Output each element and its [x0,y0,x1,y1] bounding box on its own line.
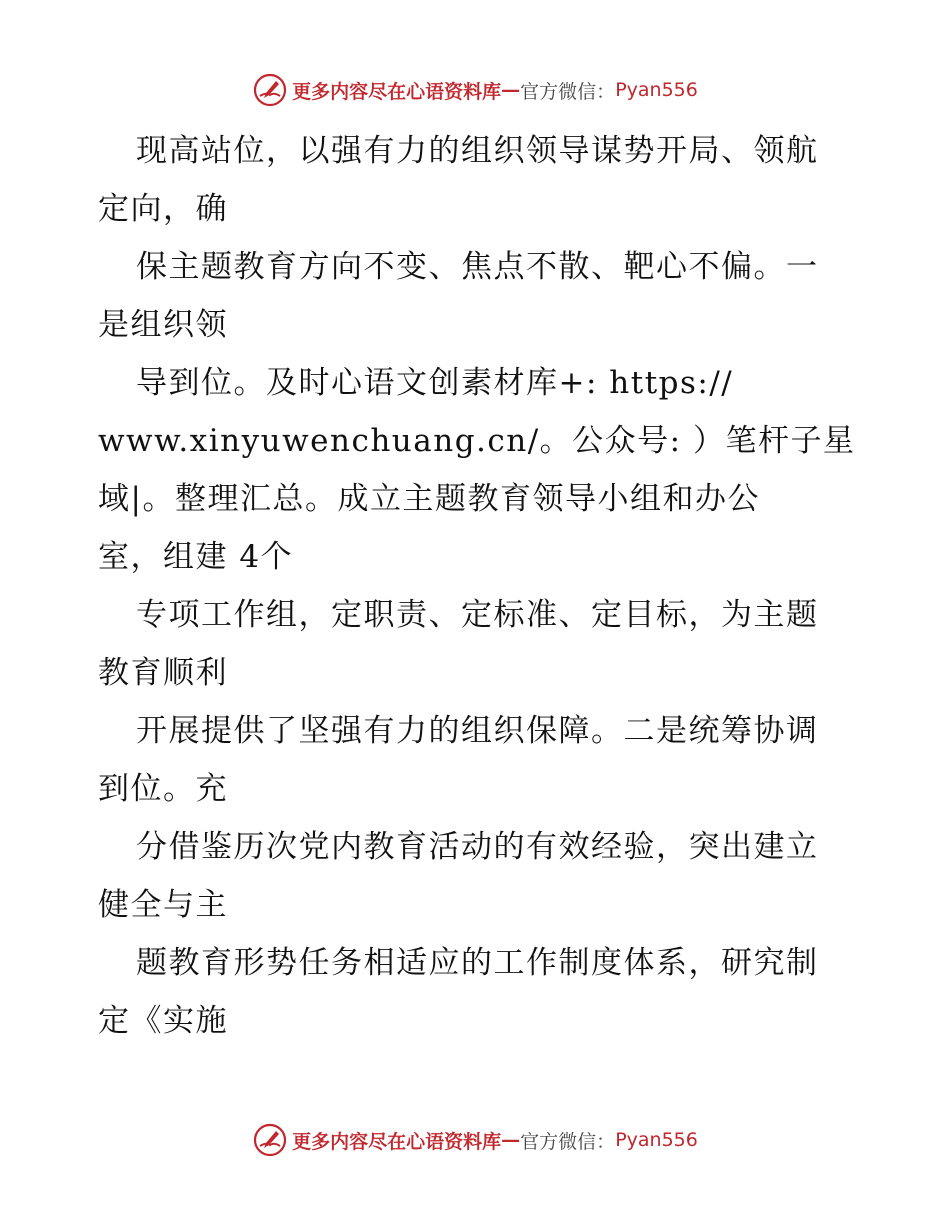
footer-banner [0,1120,950,1160]
header-banner-main: 更多内容尽在心语资料库 [292,80,502,103]
header-banner-inner [252,72,698,108]
body-line: 健全与主 [98,887,228,923]
footer-wechat-id: Pyan556 [615,1129,698,1151]
body-line: 保主题教育方向不变、焦点不散、靶心不偏。一 [136,249,819,285]
body-line: 室，组建 4个 [98,539,294,575]
body-line: www.xinyuwenchuang.cn/。公众号: ）笔杆子星 [98,423,856,459]
book-pen-logo-icon [252,1122,288,1158]
body-line: 现高站位，以强有力的组织领导谋势开局、领航 [136,133,819,169]
body-line: 导到位。及时心语文创素材库+: https:// [136,365,734,401]
header-banner-tail: 官方微信： [520,80,616,103]
footer-banner-dash: — [501,1129,521,1151]
body-line: 专项工作组，定职责、定标准、定目标，为主题 [136,597,819,633]
body-line: 域|。整理汇总。成立主题教育领导小组和办公 [98,481,760,517]
body-line: 定向，确 [98,191,228,227]
body-line: 是组织领 [98,307,228,343]
body-line: 题教育形势任务相适应的工作制度体系，研究制 [136,945,819,981]
header-banner-dash: — [501,79,521,101]
header-wechat-id: Pyan556 [615,79,698,101]
document-body [98,122,878,1050]
body-line: 定《实施 [98,1003,228,1039]
body-line: 教育顺利 [98,655,228,691]
book-pen-logo-icon [252,72,288,108]
body-line: 开展提供了坚强有力的组织保障。二是统筹协调 [136,713,819,749]
body-line: 到位。充 [98,771,228,807]
footer-banner-inner [252,1122,698,1158]
footer-banner-main: 更多内容尽在心语资料库 [292,1130,502,1153]
footer-banner-tail: 官方微信： [520,1130,616,1153]
header-banner [0,70,950,110]
body-line: 分借鉴历次党内教育活动的有效经验，突出建立 [136,829,819,865]
